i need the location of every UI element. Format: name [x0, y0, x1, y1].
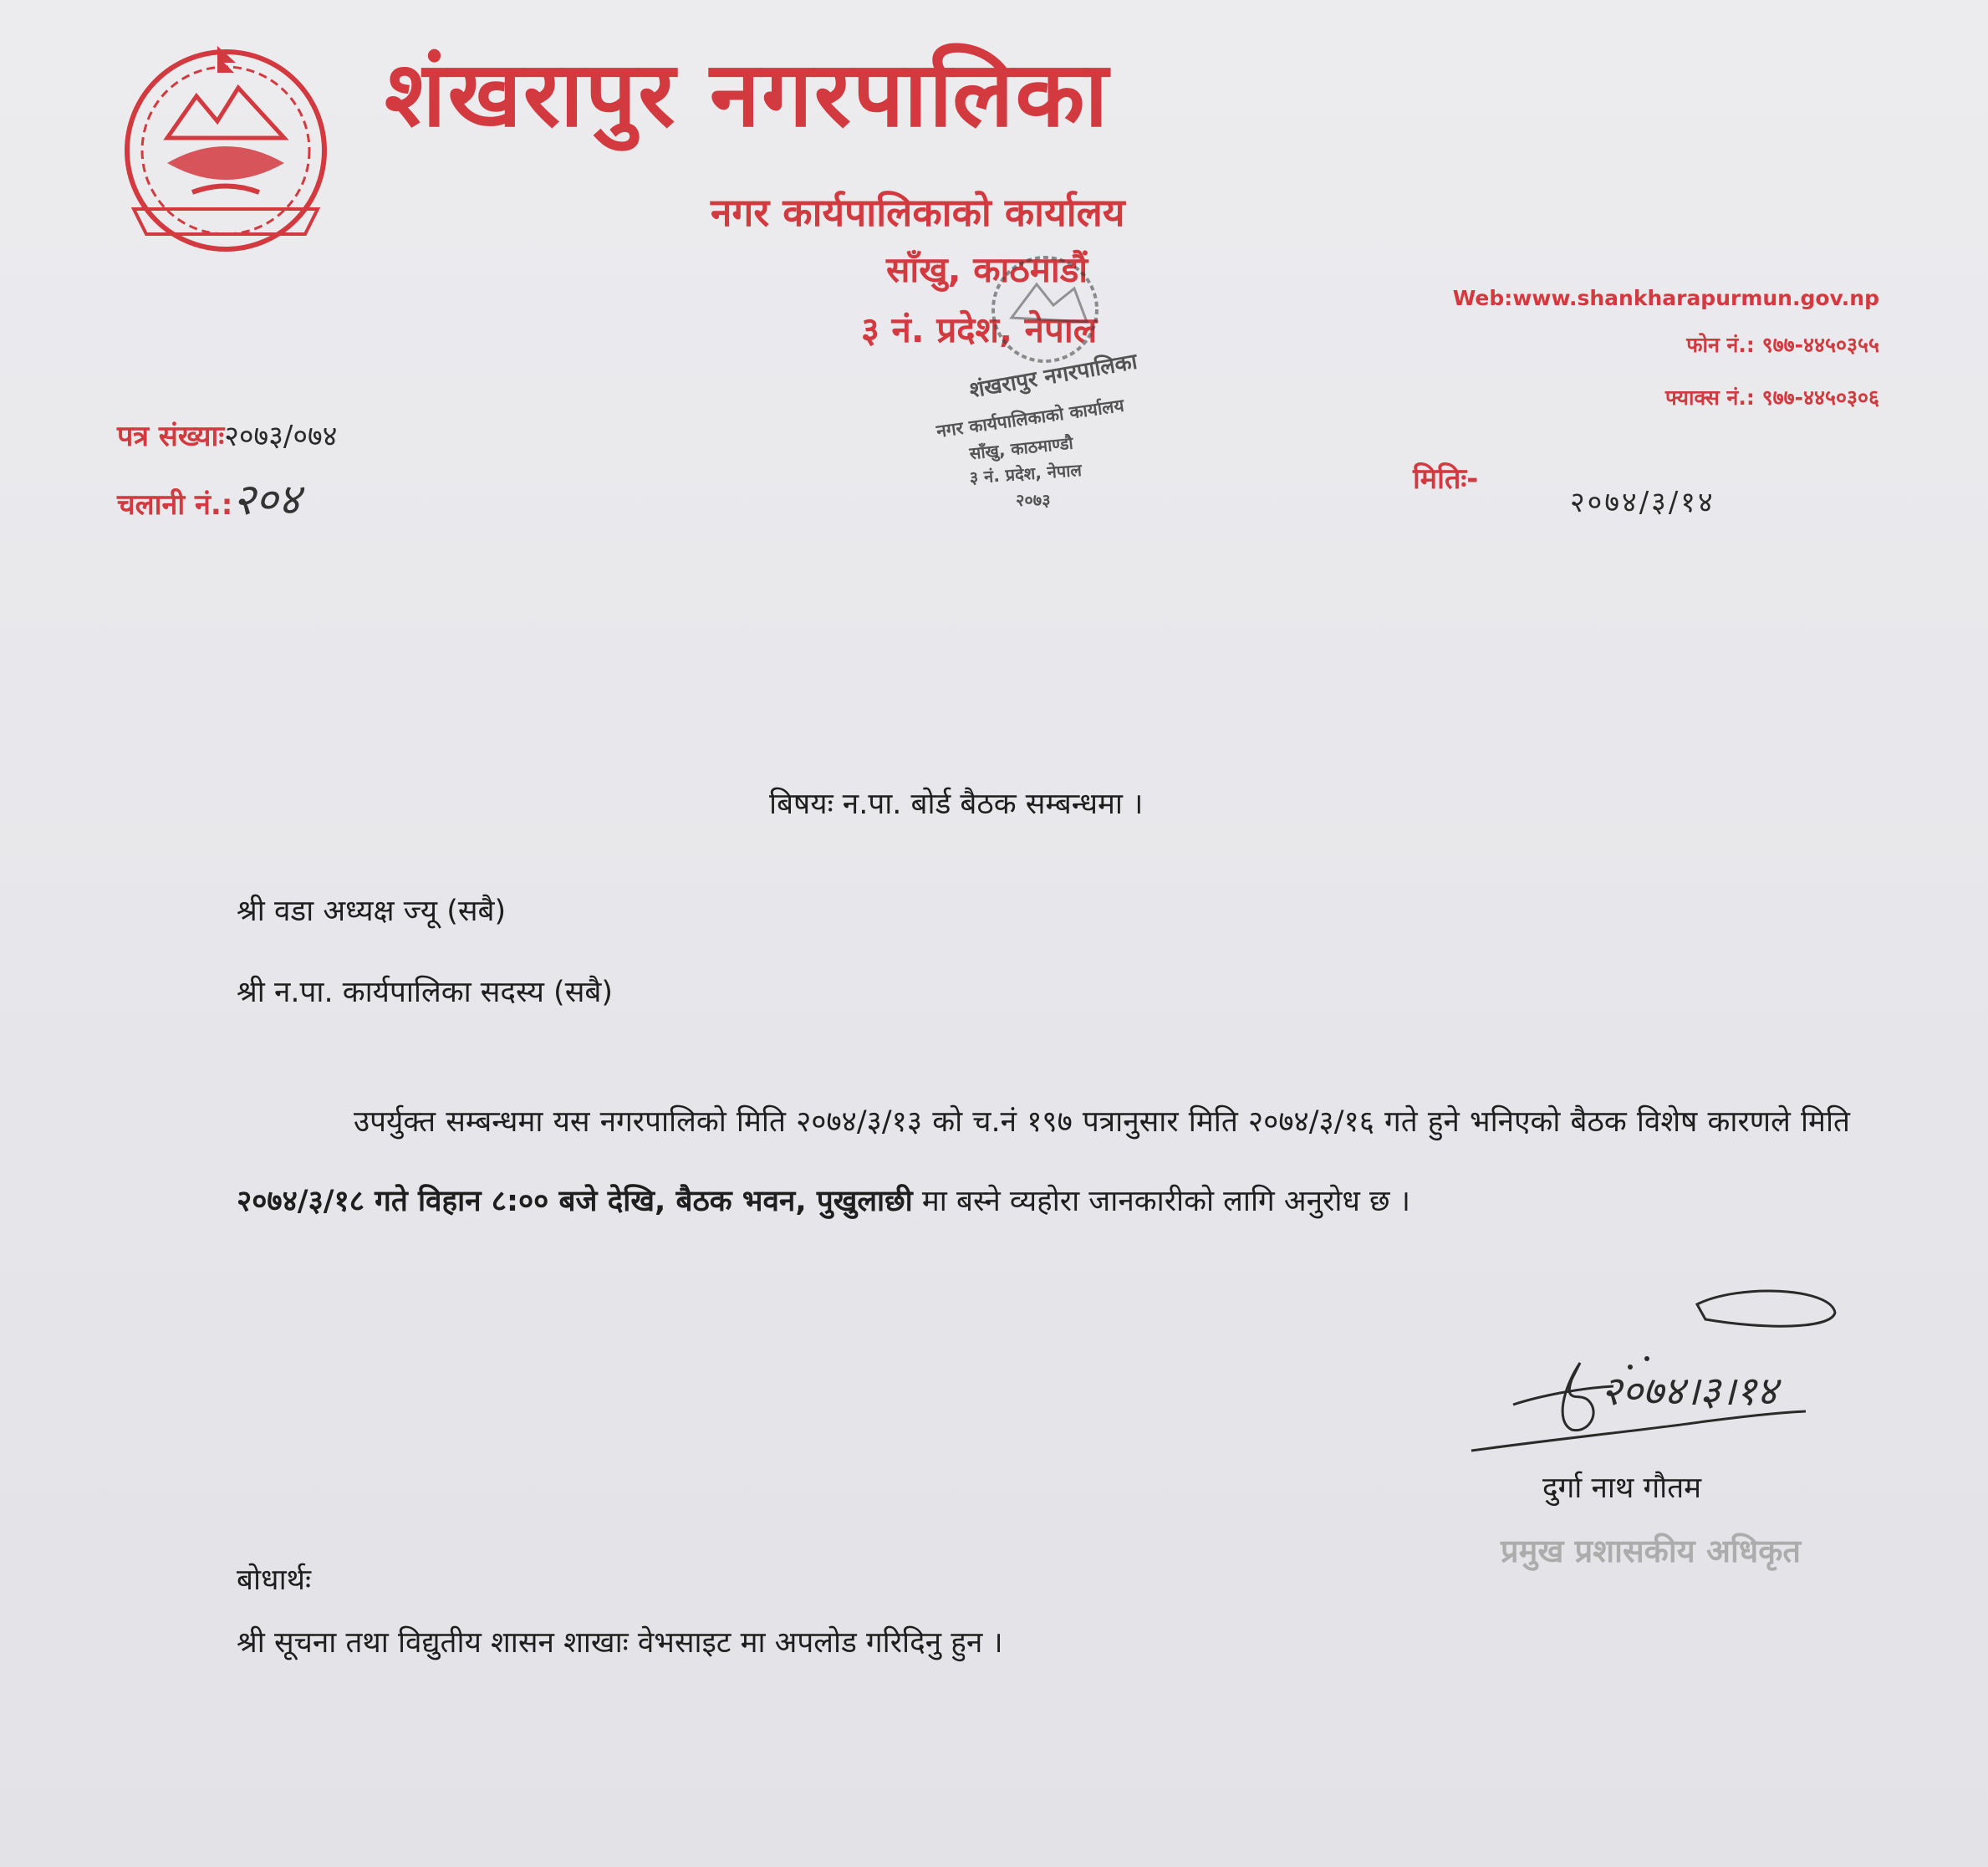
dispatch-number-value: २०४: [232, 475, 301, 525]
subject-line: बिषयः न.पा. बोर्ड बैठक सम्बन्धमा ।: [769, 788, 1144, 821]
fax-number: फ्याक्स नं.: ९७७-४४५०३०६: [1665, 385, 1879, 410]
letter-number-row: [117, 416, 337, 454]
letter-number-value: २०७३/०७४: [224, 420, 338, 453]
address-line-2: ३ नं. प्रदेश, नेपाल: [861, 309, 1098, 350]
dispatch-number-label: चलानी नं.:: [117, 488, 233, 522]
body-paragraph: [237, 1083, 1850, 1242]
website-link[interactable]: Web:www.shankharapurmun.gov.np: [1452, 286, 1879, 310]
stamp-line-1: शंखरापुर नगरपालिका: [967, 349, 1139, 404]
signature-date: २०७४।३।१४: [1601, 1368, 1778, 1415]
handwritten-signature: [1463, 1279, 1881, 1472]
date-label: मितिः-: [1413, 462, 1479, 496]
recipient-1: श्री वडा अध्यक्ष ज्यू (सबै): [237, 895, 507, 928]
office-seal-stamp: [920, 251, 1162, 527]
letter-number-label: पत्र संख्याः: [117, 420, 225, 453]
stamp-line-4: ३ नं. प्रदेश, नेपाल: [968, 459, 1083, 488]
stamp-line-3: साँखु, काठमाण्डौ: [968, 432, 1074, 464]
date-value: २०७४/३/१४: [1570, 486, 1715, 519]
body-bold-meeting-details: २०७४/३/१८ गते विहान ८:०० बजे देखि, बैठक भवन, पुखुलाछी: [237, 1185, 913, 1218]
signatory-name: दुर्गा नाथ गौतम: [1542, 1472, 1702, 1505]
cc-recipient: श्री सूचना तथा विद्युतीय शासन शाखाः वेभसाइट मा अपलोड गरिदिनु हुन ।: [237, 1626, 1003, 1660]
municipality-title: शंखरापुर नगरपालिका: [385, 43, 1110, 147]
stamp-line-5: २०७३: [1016, 490, 1051, 510]
nepal-emblem-icon: [117, 38, 334, 255]
address-line-1: साँखु, काठमाडौं: [886, 249, 1088, 290]
dispatch-number-row: [117, 468, 300, 528]
body-text-1: उपर्युक्त सम्बन्धमा यस नगरपालिको मिति २०७४/३/१३ को च.नं १९७ पत्रानुसार मिति २०७४/३/१६ गते हुने भनिएको बैठक विशेष कारणले मिति: [354, 1105, 1850, 1139]
stamp-line-2: नगर कार्यपालिकाको कार्यालय: [935, 395, 1125, 442]
recipient-2: श्री न.पा. कार्यपालिका सदस्य (सबै): [237, 976, 614, 1009]
cc-label: बोधार्थः: [237, 1563, 312, 1597]
body-text-2: मा बस्ने व्यहोरा जानकारीको लागि अनुरोध छ ।: [912, 1185, 1410, 1218]
phone-number: फोन नं.: ९७७-४४५०३५५: [1686, 333, 1879, 357]
office-name: नगर कार्यपालिकाको कार्यालय: [711, 190, 1125, 235]
signatory-designation-stamp: प्रमुख प्रशासकीय अधिकृत: [1501, 1533, 1802, 1569]
